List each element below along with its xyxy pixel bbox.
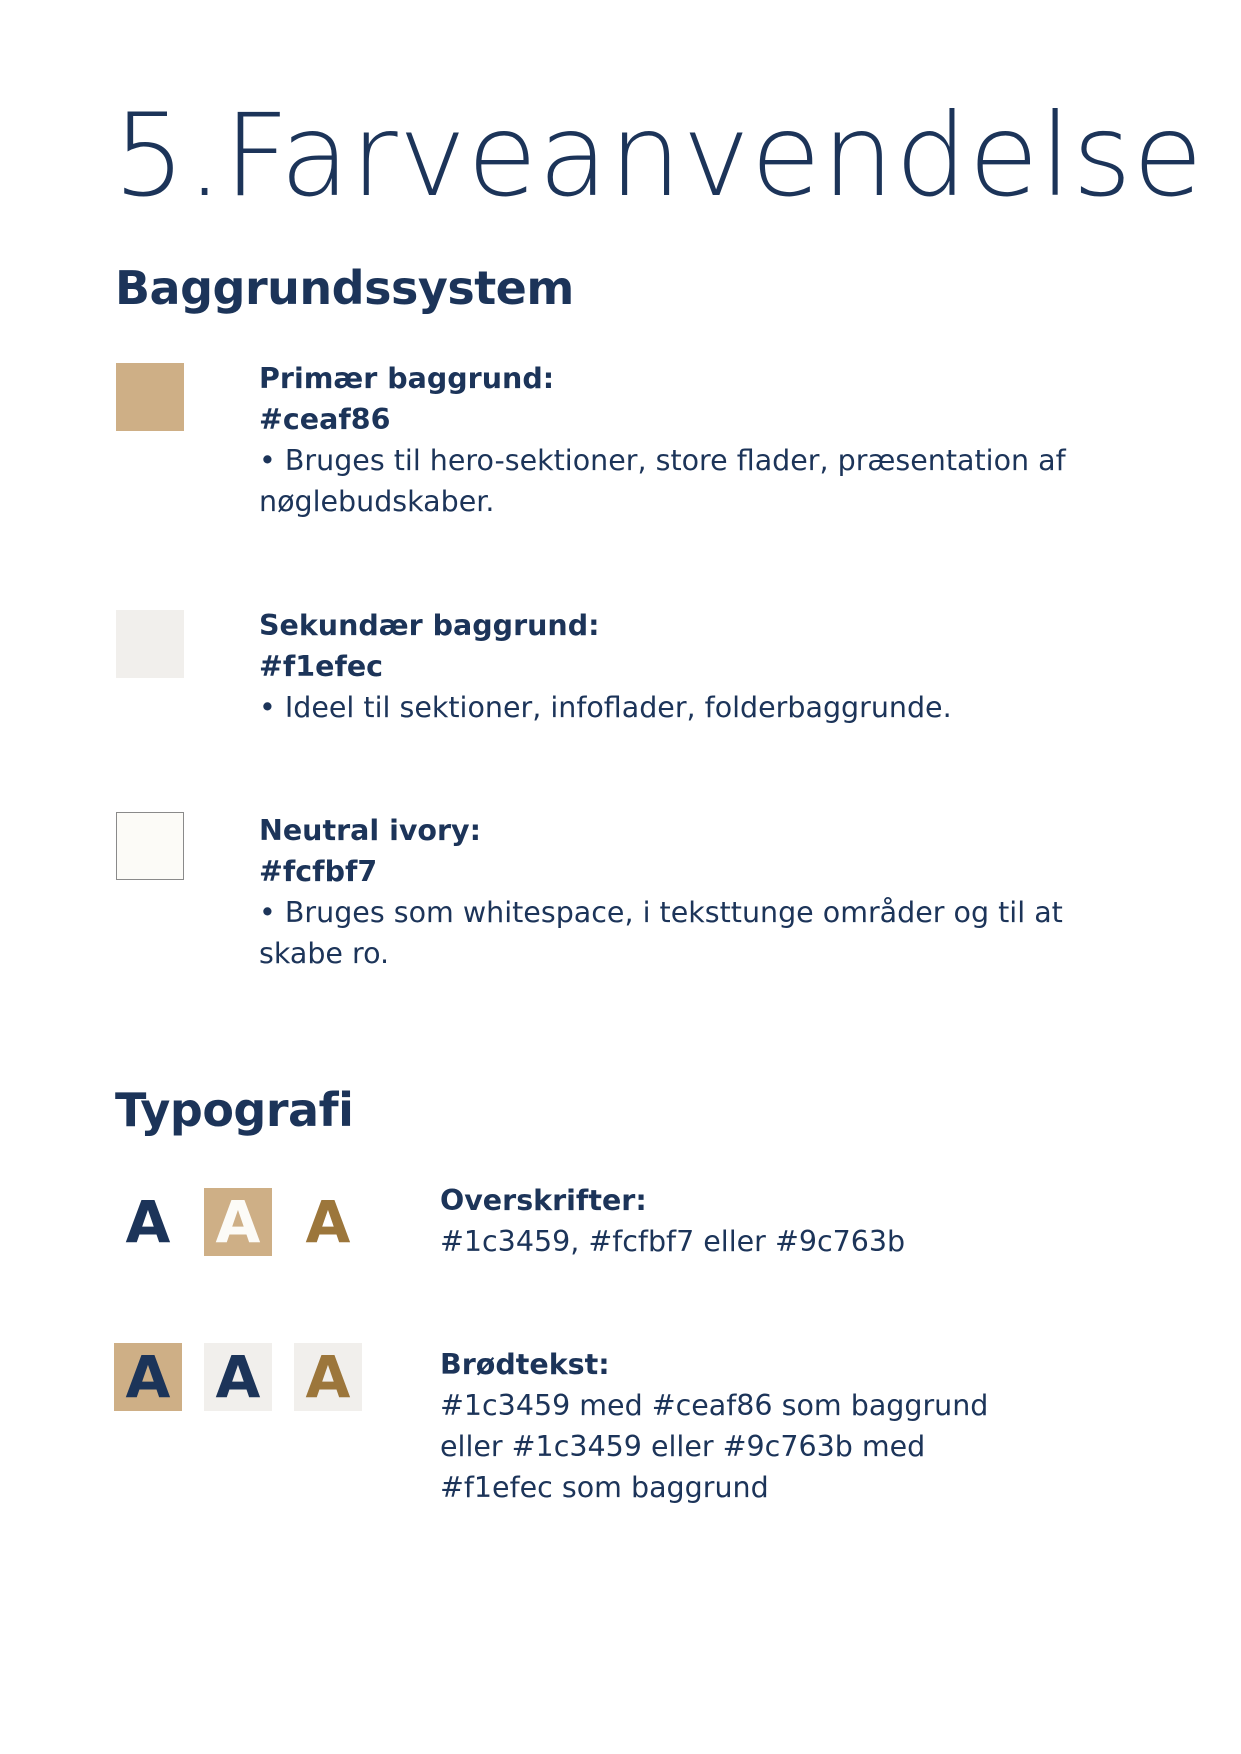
swatch-primary-background [116, 363, 184, 431]
heading-sample-bronze: A [305, 1188, 351, 1256]
color-description: • Bruges til hero-sektioner, store flader, præsentation af nøglebudskaber. [259, 444, 1066, 518]
color-entry-primary [259, 358, 1099, 522]
body-label: Brødtekst: [440, 1348, 610, 1381]
swatch-secondary-background [116, 610, 184, 678]
color-hex: #f1efec [259, 650, 384, 683]
color-name: Sekundær baggrund: [259, 609, 600, 642]
heading-sample-ivory-on-sand: A [204, 1188, 272, 1256]
body-description: #1c3459 med #ceaf86 som baggrund eller #1c3459 eller #9c763b med #f1efec som baggrund [440, 1389, 989, 1504]
color-description: • Ideel til sektioner, infoflader, folderbaggrunde. [259, 691, 952, 724]
color-hex: #fcfbf7 [259, 855, 378, 888]
color-name: Neutral ivory: [259, 814, 482, 847]
heading-sample-navy: A [125, 1188, 171, 1256]
color-name: Primær baggrund: [259, 362, 555, 395]
color-entry-secondary [259, 605, 1099, 728]
swatch-neutral-ivory [116, 812, 184, 880]
section-heading-typography: Typografi [115, 1083, 354, 1137]
body-sample-bronze-on-grey: A [294, 1343, 362, 1411]
color-entry-ivory [259, 810, 1099, 974]
body-sample-navy-on-sand: A [114, 1343, 182, 1411]
headings-label: Overskrifter: [440, 1184, 647, 1217]
headings-description: #1c3459, #fcfbf7 eller #9c763b [440, 1225, 906, 1258]
color-hex: #ceaf86 [259, 403, 391, 436]
section-heading-background: Baggrundssystem [115, 261, 574, 315]
body-sample-navy-on-grey: A [204, 1343, 272, 1411]
body-spec [440, 1344, 1040, 1508]
page-title: 5.Farveanvendelse [113, 89, 1204, 222]
color-description: • Bruges som whitespace, i teksttunge områder og til at skabe ro. [259, 896, 1063, 970]
headings-spec [440, 1180, 1080, 1262]
